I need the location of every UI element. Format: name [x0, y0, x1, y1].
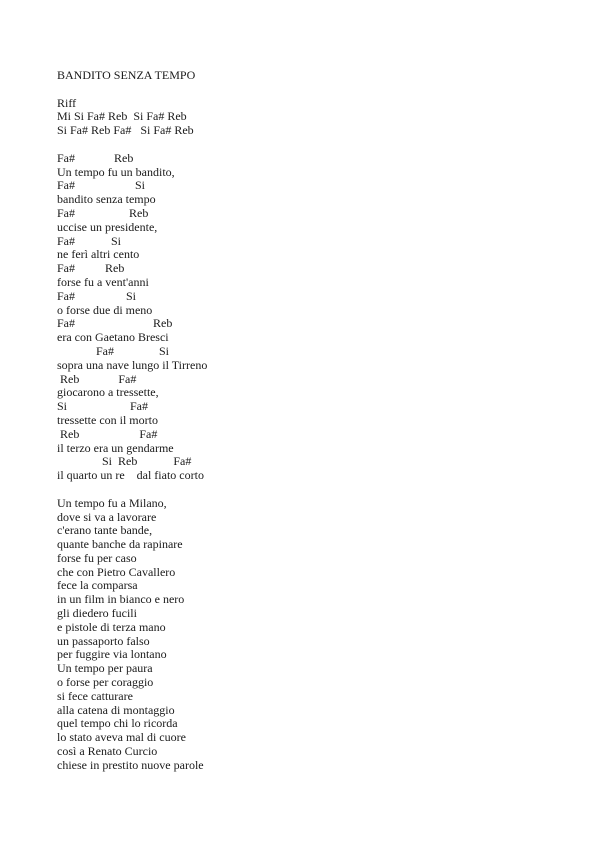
lyric-line: o forse per coraggio: [57, 675, 154, 690]
lyric-line: Un tempo per paura: [57, 661, 153, 676]
chord-line: Fa# Reb: [57, 316, 173, 331]
chord-line: Fa# Si: [57, 343, 170, 358]
chord-line: Fa# Si: [57, 178, 146, 193]
lyric-line: forse fu a vent'anni: [57, 274, 149, 289]
chord-line: Fa# Reb: [57, 150, 134, 165]
lyric-line: Un tempo fu a Milano,: [57, 495, 167, 510]
lyric-line: il quarto un re dal fiato corto: [57, 468, 204, 483]
lyric-line: uccise un presidente,: [57, 219, 158, 234]
verse-1: [57, 152, 577, 483]
chord-line: Fa# Reb: [57, 205, 149, 220]
lyric-line: il terzo era un gendarme: [57, 440, 174, 455]
chord-line: Si Reb Fa#: [57, 454, 192, 469]
lyric-line: ne ferì altri cento: [57, 247, 140, 262]
lyric-line: o forse due di meno: [57, 302, 153, 317]
lyric-line: c'erano tante bande,: [57, 523, 153, 538]
lyric-line: si fece catturare: [57, 688, 133, 703]
lyric-line: così a Renato Curcio: [57, 744, 158, 759]
chord-line: Reb Fa#: [57, 426, 158, 441]
riff-chord-line: Si Fa# Reb Fa# Si Fa# Reb: [57, 123, 194, 138]
verse-2: [57, 497, 577, 773]
lyric-line: era con Gaetano Bresci: [57, 330, 169, 345]
lyric-line: fece la comparsa: [57, 578, 138, 593]
lyric-line: alla catena di montaggio: [57, 702, 175, 717]
song-text: [57, 69, 577, 773]
lyric-line: un passaporto falso: [57, 633, 150, 648]
lyric-line: giocarono a tressette,: [57, 385, 159, 400]
song-title: BANDITO SENZA TEMPO: [57, 68, 196, 82]
stanza-gap: [57, 138, 577, 152]
lyric-line: lo stato aveva mal di cuore: [57, 730, 186, 745]
lyric-line: gli diedero fucili: [57, 606, 137, 621]
stanza-gap: [57, 483, 577, 497]
lyric-line: sopra una nave lungo il Tirreno: [57, 357, 208, 372]
chord-line: Fa# Si: [57, 233, 122, 248]
lyric-line: chiese in prestito nuove parole: [57, 757, 204, 772]
riff-chord-line: Mi Si Fa# Reb Si Fa# Reb: [57, 109, 187, 124]
lyric-line: forse fu per caso: [57, 550, 137, 565]
chord-line: Reb Fa#: [57, 371, 137, 386]
lyric-line: e pistole di terza mano: [57, 619, 166, 634]
lyric-line: quel tempo chi lo ricorda: [57, 716, 178, 731]
riff-label: Riff: [57, 95, 77, 110]
lyric-line: Un tempo fu un bandito,: [57, 164, 175, 179]
lyric-line: che con Pietro Cavallero: [57, 564, 176, 579]
lyric-line: tressette con il morto: [57, 412, 158, 427]
chord-line: Fa# Reb: [57, 261, 125, 276]
lyric-line: in un film in bianco e nero: [57, 592, 185, 607]
lyric-line: quante banche da rapinare: [57, 537, 183, 552]
lyric-line: bandito senza tempo: [57, 192, 156, 207]
lyric-line: per fuggire via lontano: [57, 647, 167, 662]
chord-line: Fa# Si: [57, 288, 137, 303]
chord-line: Si Fa#: [57, 399, 149, 414]
riff-section: [57, 97, 577, 138]
lyric-line: dove si va a lavorare: [57, 509, 157, 524]
